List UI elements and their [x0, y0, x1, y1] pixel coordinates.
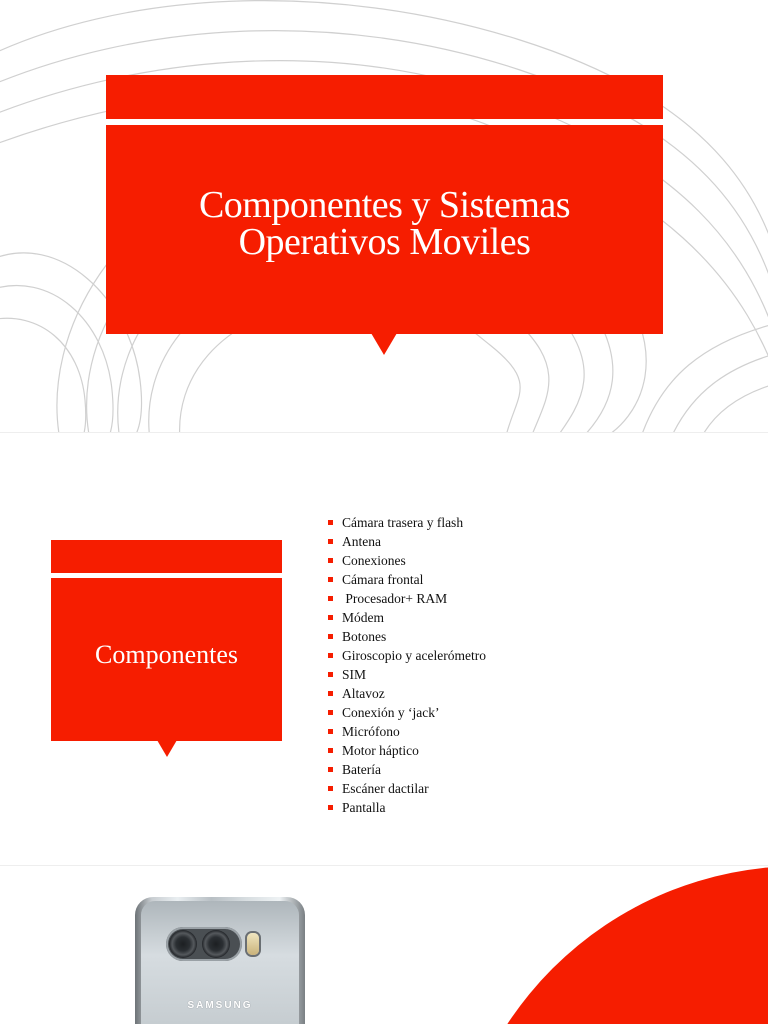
bullet-icon [328, 786, 333, 791]
list-item: Escáner dactilar [328, 779, 486, 798]
phone-image-slide [0, 866, 768, 1024]
section-accent-strip [51, 540, 282, 573]
bullet-icon [328, 615, 333, 620]
bullet-icon [328, 634, 333, 639]
bullet-icon [328, 539, 333, 544]
title-accent-strip [106, 75, 663, 119]
slide-title [198, 183, 571, 263]
list-item: Cámara trasera y flash [328, 513, 486, 532]
list-item: Conexiones [328, 551, 486, 570]
title-line-1: Componentes y Sistemas [198, 183, 571, 226]
phone-back-image [135, 897, 305, 1024]
components-list [328, 513, 486, 817]
section-title: Componentes [95, 639, 238, 669]
title-slide [0, 0, 768, 432]
list-item: Cámara frontal [328, 570, 486, 589]
list-item: Pantalla [328, 798, 486, 817]
camera-lens-icon [202, 930, 230, 958]
components-slide [0, 433, 768, 865]
phone-brand-logo: SAMSUNG [187, 1000, 253, 1011]
camera-lens-icon [169, 930, 197, 958]
red-circle-decoration [450, 866, 768, 1024]
list-item: SIM [328, 665, 486, 684]
bullet-icon [328, 558, 333, 563]
flash-icon [247, 933, 259, 955]
list-item: Conexión y ‘jack’ [328, 703, 486, 722]
list-item: Procesador+ RAM [328, 589, 486, 608]
list-item: Motor háptico [328, 741, 486, 760]
bullet-icon [328, 520, 333, 525]
list-item: Módem [328, 608, 486, 627]
bullet-icon [328, 710, 333, 715]
title-box [106, 125, 663, 334]
bullet-icon [328, 805, 333, 810]
bullet-icon [328, 748, 333, 753]
bullet-icon [328, 596, 333, 601]
camera-module [166, 927, 242, 961]
list-item: Antena [328, 532, 486, 551]
section-callout-pointer [157, 740, 177, 757]
list-item: Batería [328, 760, 486, 779]
section-box [51, 578, 282, 741]
list-item: Botones [328, 627, 486, 646]
bullet-icon [328, 691, 333, 696]
title-line-2: Operativos Moviles [238, 220, 531, 263]
bullet-icon [328, 729, 333, 734]
title-callout-pointer [371, 333, 397, 355]
list-item: Micrófono [328, 722, 486, 741]
list-item: Altavoz [328, 684, 486, 703]
list-item: Giroscopio y acelerómetro [328, 646, 486, 665]
bullet-icon [328, 672, 333, 677]
bullet-icon [328, 577, 333, 582]
bullet-icon [328, 653, 333, 658]
bullet-icon [328, 767, 333, 772]
